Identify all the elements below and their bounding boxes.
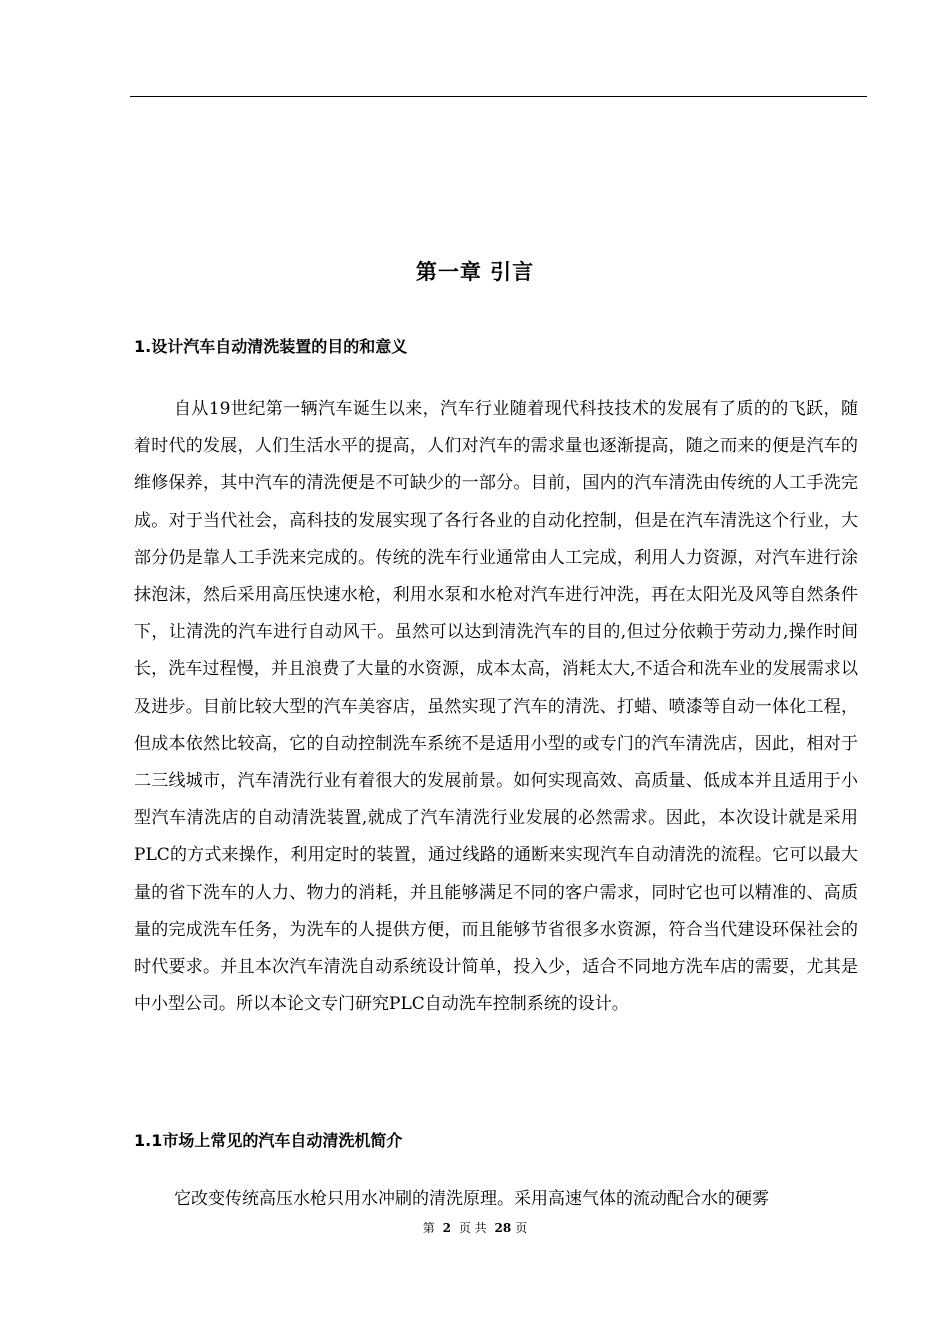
section-heading: 1.设计汽车自动清洗装置的目的和意义 bbox=[134, 337, 408, 356]
footer-suffix: 页 bbox=[515, 1221, 528, 1235]
footer-page-number: 2 bbox=[442, 1221, 451, 1235]
section-heading: 1.1市场上常见的汽车自动清洗机简介 bbox=[134, 1131, 403, 1150]
footer-middle: 页 共 bbox=[458, 1221, 487, 1235]
body-paragraph: 自从19世纪第一辆汽车诞生以来，汽车行业随着现代科技技术的发展有了质的的飞跃，随着时代的发展，人们生活水平的提高，人们对汽车的需求量也逐渐提高，随之而来的便是汽车的维修保养，其中汽车的清洗便是不可缺少的一部分。目前，国内的汽车清洗由传统的人工手洗完成。对于当代社会，高科技的发展实现了各行各业的自动化控制，但是在汽车清洗这个行业，大部分仍是靠人工手洗来完成的。传统的洗车行业通常由人工完成，利用人力资源，对汽车进行涂抹泡沫，然后采用高压快速水枪，利用水泵和水枪对汽车进行冲洗，再在太阳光及风等自然条件下，让清洗的汽车进行自动风干。虽然可以达到清洗汽车的目的,但过分依赖于劳动力,操作时间长，洗车过程慢，并且浪费了大量的水资源，成本太高，消耗太大,不适合和洗车业的发展需求以及进步。目前比较大型的汽车美容店，虽然实现了汽车的清洗、打蜡、喷漆等自动一体化工程，但成本依然比较高，它的自动控制洗车系统不是适用小型的或专门的汽车清洗店，因此，相对于二三线城市，汽车清洗行业有着很大的发展前景。如何实现高效、高质量、低成本并且适用于小型汽车清洗店的自动清洗装置,就成了汽车清洗行业发展的必然需求。因此，本次设计就是采用PLC的方式来操作，利用定时的装置，通过线路的通断来实现汽车自动清洗的流程。它可以最大量的省下洗车的人力、物力的消耗，并且能够满足不同的客户需求，同时它也可以精准的、高质量的完成洗车任务，为洗车的人提供方便，而且能够节省很多水资源，符合当代建设环保社会的时代要求。并且本次汽车清洗自动系统设计简单，投入少，适合不同地方洗车店的需要，尤其是中小型公司。所以本论文专门研究PLC自动洗车控制系统的设计。 bbox=[134, 399, 858, 1015]
page-footer bbox=[0, 1219, 950, 1236]
footer-total-pages: 28 bbox=[494, 1221, 512, 1235]
footer-prefix: 第 bbox=[422, 1221, 435, 1235]
chapter-title: 第一章 引言 bbox=[415, 260, 535, 284]
body-paragraph: 它改变传统高压水枪只用水冲刷的清洗原理。采用高速气体的流动配合水的硬雾 bbox=[174, 1189, 769, 1209]
header-rule bbox=[130, 96, 867, 97]
